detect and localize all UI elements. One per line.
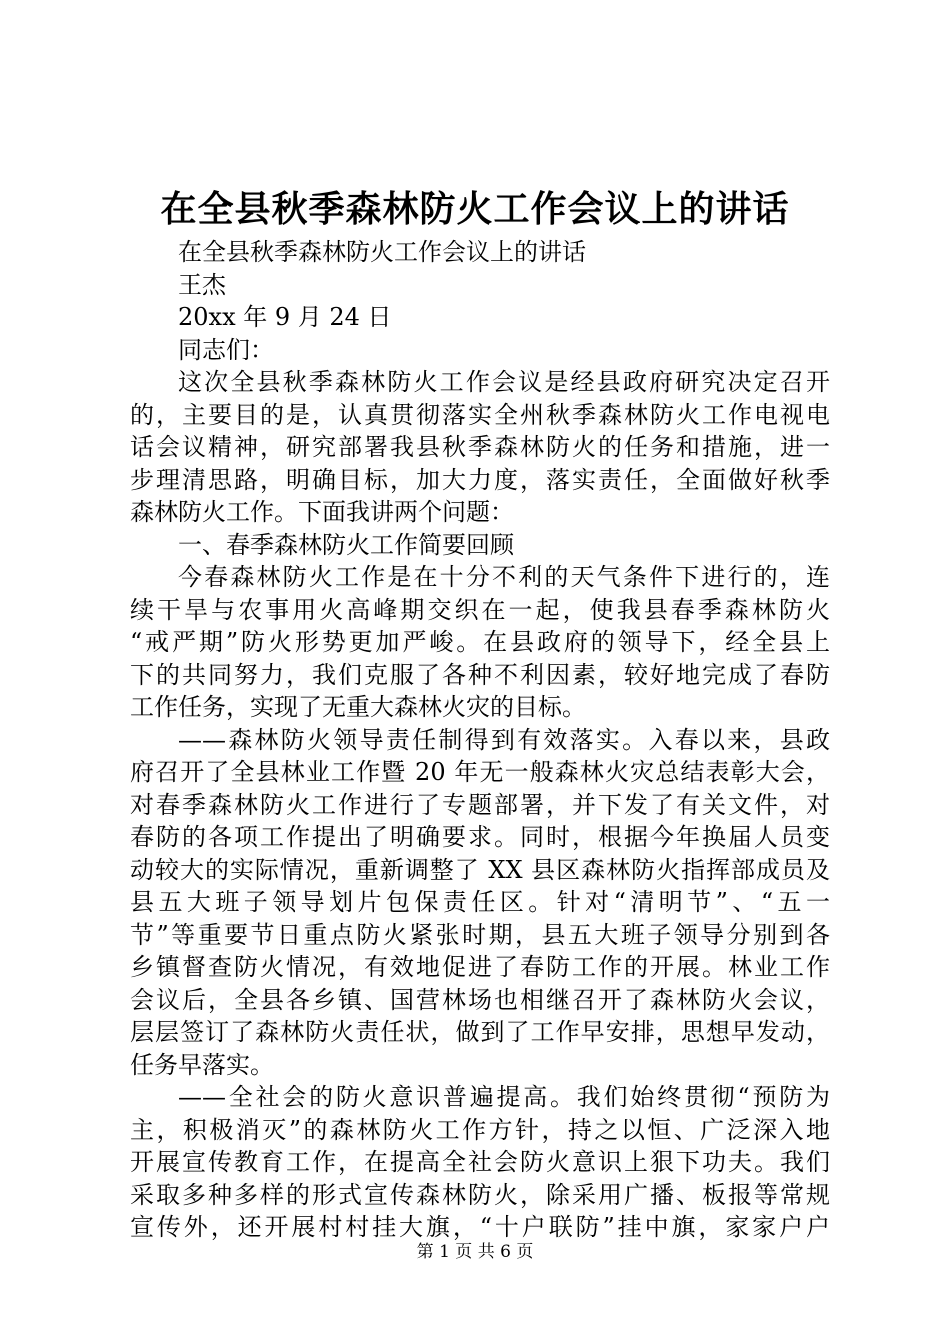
text-line: 宣传外，还开展村村挂大旗，“十户联防”挂中旗，家家户户 [130, 1213, 830, 1241]
text-line: 工作任务，实现了无重大森林火灾的目标。 [130, 693, 586, 721]
text-line: 话会议精神，研究部署我县秋季森林防火的任务和措施，进一 [130, 433, 830, 461]
text-line: 春防的各项工作提出了明确要求。同时，根据今年换届人员变 [130, 823, 830, 851]
document-title: 在全县秋季森林防火工作会议上的讲话 [160, 188, 790, 230]
text-line: 动较大的实际情况，重新调整了 XX 县区森林防火指挥部成员及 [130, 855, 830, 884]
text-line: 下的共同努力，我们克服了各种不利因素，较好地完成了春防 [130, 660, 830, 689]
date-line: 20xx 年 9 月 24 日 [178, 303, 392, 331]
text-line: 县五大班子领导划片包保责任区。针对“清明节”、“五一 [130, 888, 830, 916]
text-line: 这次全县秋季森林防火工作会议是经县政府研究决定召开 [178, 368, 830, 396]
text-line: 层层签订了森林防火责任状，做到了工作早安排，思想早发动， [130, 1018, 830, 1046]
text-line: ——全社会的防火意识普遍提高。我们始终贯彻“预防为 [178, 1083, 830, 1111]
page-footer: 第 1 页 共 6 页 [416, 1242, 534, 1262]
text-line: 主，积极消灭”的森林防火工作方针，持之以恒、广泛深入地 [130, 1115, 830, 1144]
text-line: 府召开了全县林业工作暨 20 年无一般森林火灾总结表彰大会， [130, 758, 830, 786]
section-heading: 一、春季森林防火工作简要回顾 [178, 530, 514, 559]
author-line: 王杰 [178, 270, 226, 299]
text-line: 会议后，全县各乡镇、国营林场也相继召开了森林防火会议， [130, 985, 830, 1014]
text-line: ——森林防火领导责任制得到有效落实。入春以来，县政 [178, 725, 830, 754]
subtitle-line: 在全县秋季森林防火工作会议上的讲话 [178, 238, 586, 266]
salutation-line: 同志们： [178, 335, 274, 364]
text-line: 乡镇督查防火情况，有效地促进了春防工作的开展。林业工作 [130, 953, 830, 981]
text-line: 采取多种多样的形式宣传森林防火，除采用广播、板报等常规 [130, 1180, 830, 1209]
text-line: 节”等重要节日重点防火紧张时期，县五大班子领导分别到各 [130, 920, 830, 949]
text-line: 森林防火工作。下面我讲两个问题： [130, 498, 514, 526]
text-line: 步理清思路，明确目标，加大力度，落实责任，全面做好秋季 [130, 465, 830, 494]
text-line: “戒严期”防火形势更加严峻。在县政府的领导下，经全县上 [130, 628, 830, 656]
text-line: 开展宣传教育工作，在提高全社会防火意识上狠下功夫。我们 [130, 1148, 830, 1176]
text-line: 对春季森林防火工作进行了专题部署，并下发了有关文件，对 [130, 790, 830, 819]
text-line: 今春森林防火工作是在十分不利的天气条件下进行的，连 [178, 563, 830, 591]
text-line: 的，主要目的是，认真贯彻落实全州秋季森林防火工作电视电 [130, 400, 830, 429]
text-line: 任务早落实。 [130, 1050, 274, 1079]
text-line: 续干旱与农事用火高峰期交织在一起，使我县春季森林防火 [130, 595, 830, 624]
document-body [130, 236, 830, 1244]
